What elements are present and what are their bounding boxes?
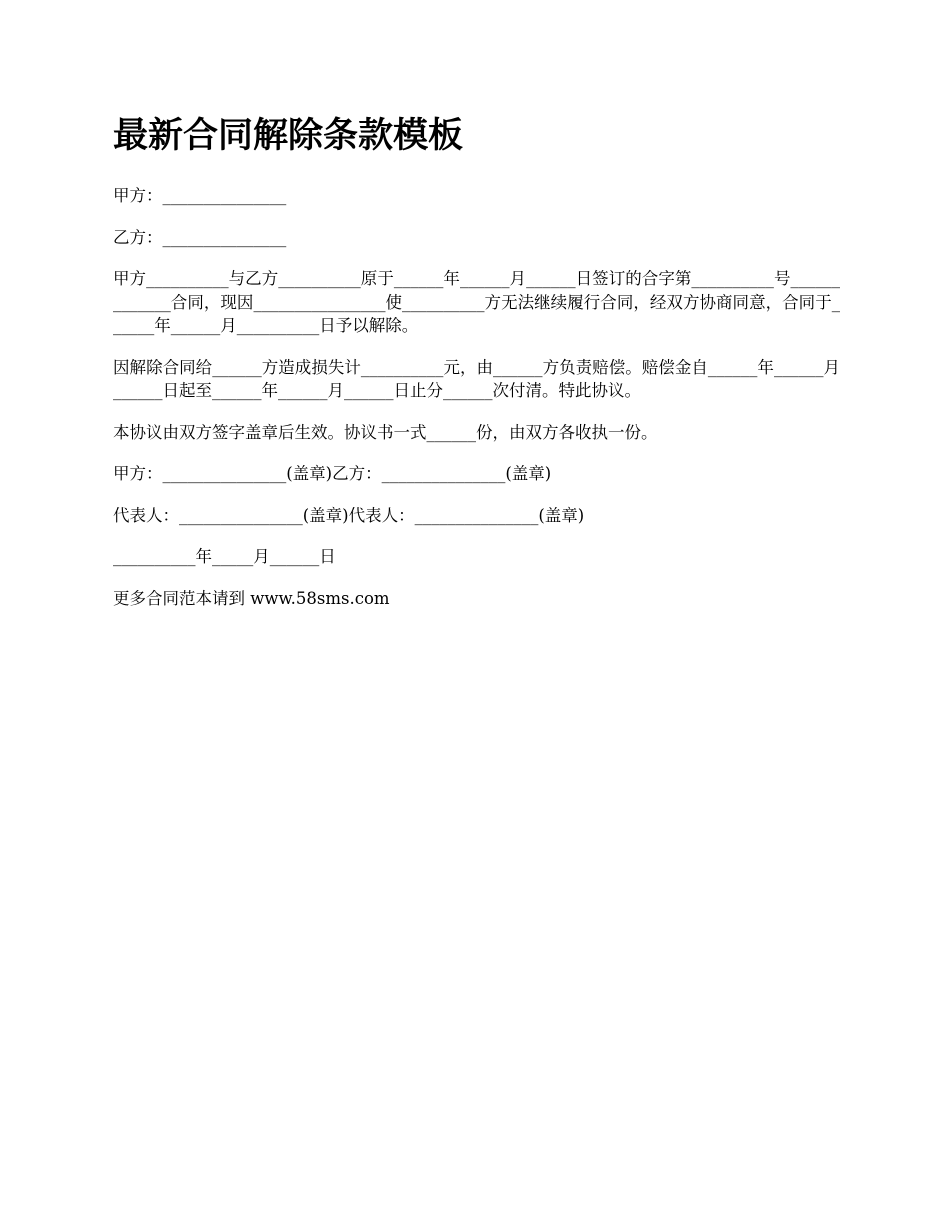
compensation-clause: 因解除合同给______方造成损失计__________元，由______方负责赔偿。赔偿金自______年______月______日起至______年______月______日止分______次付清。特此协议。 [113, 357, 840, 400]
representative-signature-line: 代表人：_______________(盖章)代表人：_______________(盖章) [113, 505, 585, 525]
document-title: 最新合同解除条款模板 [113, 115, 464, 156]
more-templates-link[interactable]: 更多合同范本请到 www.58sms.com [113, 588, 390, 608]
signing-date-line: __________年_____月______日 [113, 547, 336, 566]
effectiveness-clause: 本协议由双方签字盖章后生效。协议书一式______份，由双方各收执一份。 [113, 422, 658, 442]
document-page [113, 112, 840, 628]
contract-termination-clause: 甲方__________与乙方__________原于______年______月______日签订的合字第__________号_____________合同，现因________________使__________方无法继续履行合同，经双方协商同意，合同于______年______月__________日予以解除。 [113, 269, 840, 335]
party-a-line: 甲方：_______________ [113, 186, 287, 205]
party-b-line: 乙方：_______________ [113, 227, 287, 247]
party-signature-line: 甲方：_______________(盖章)乙方：_______________(盖章) [113, 464, 552, 483]
